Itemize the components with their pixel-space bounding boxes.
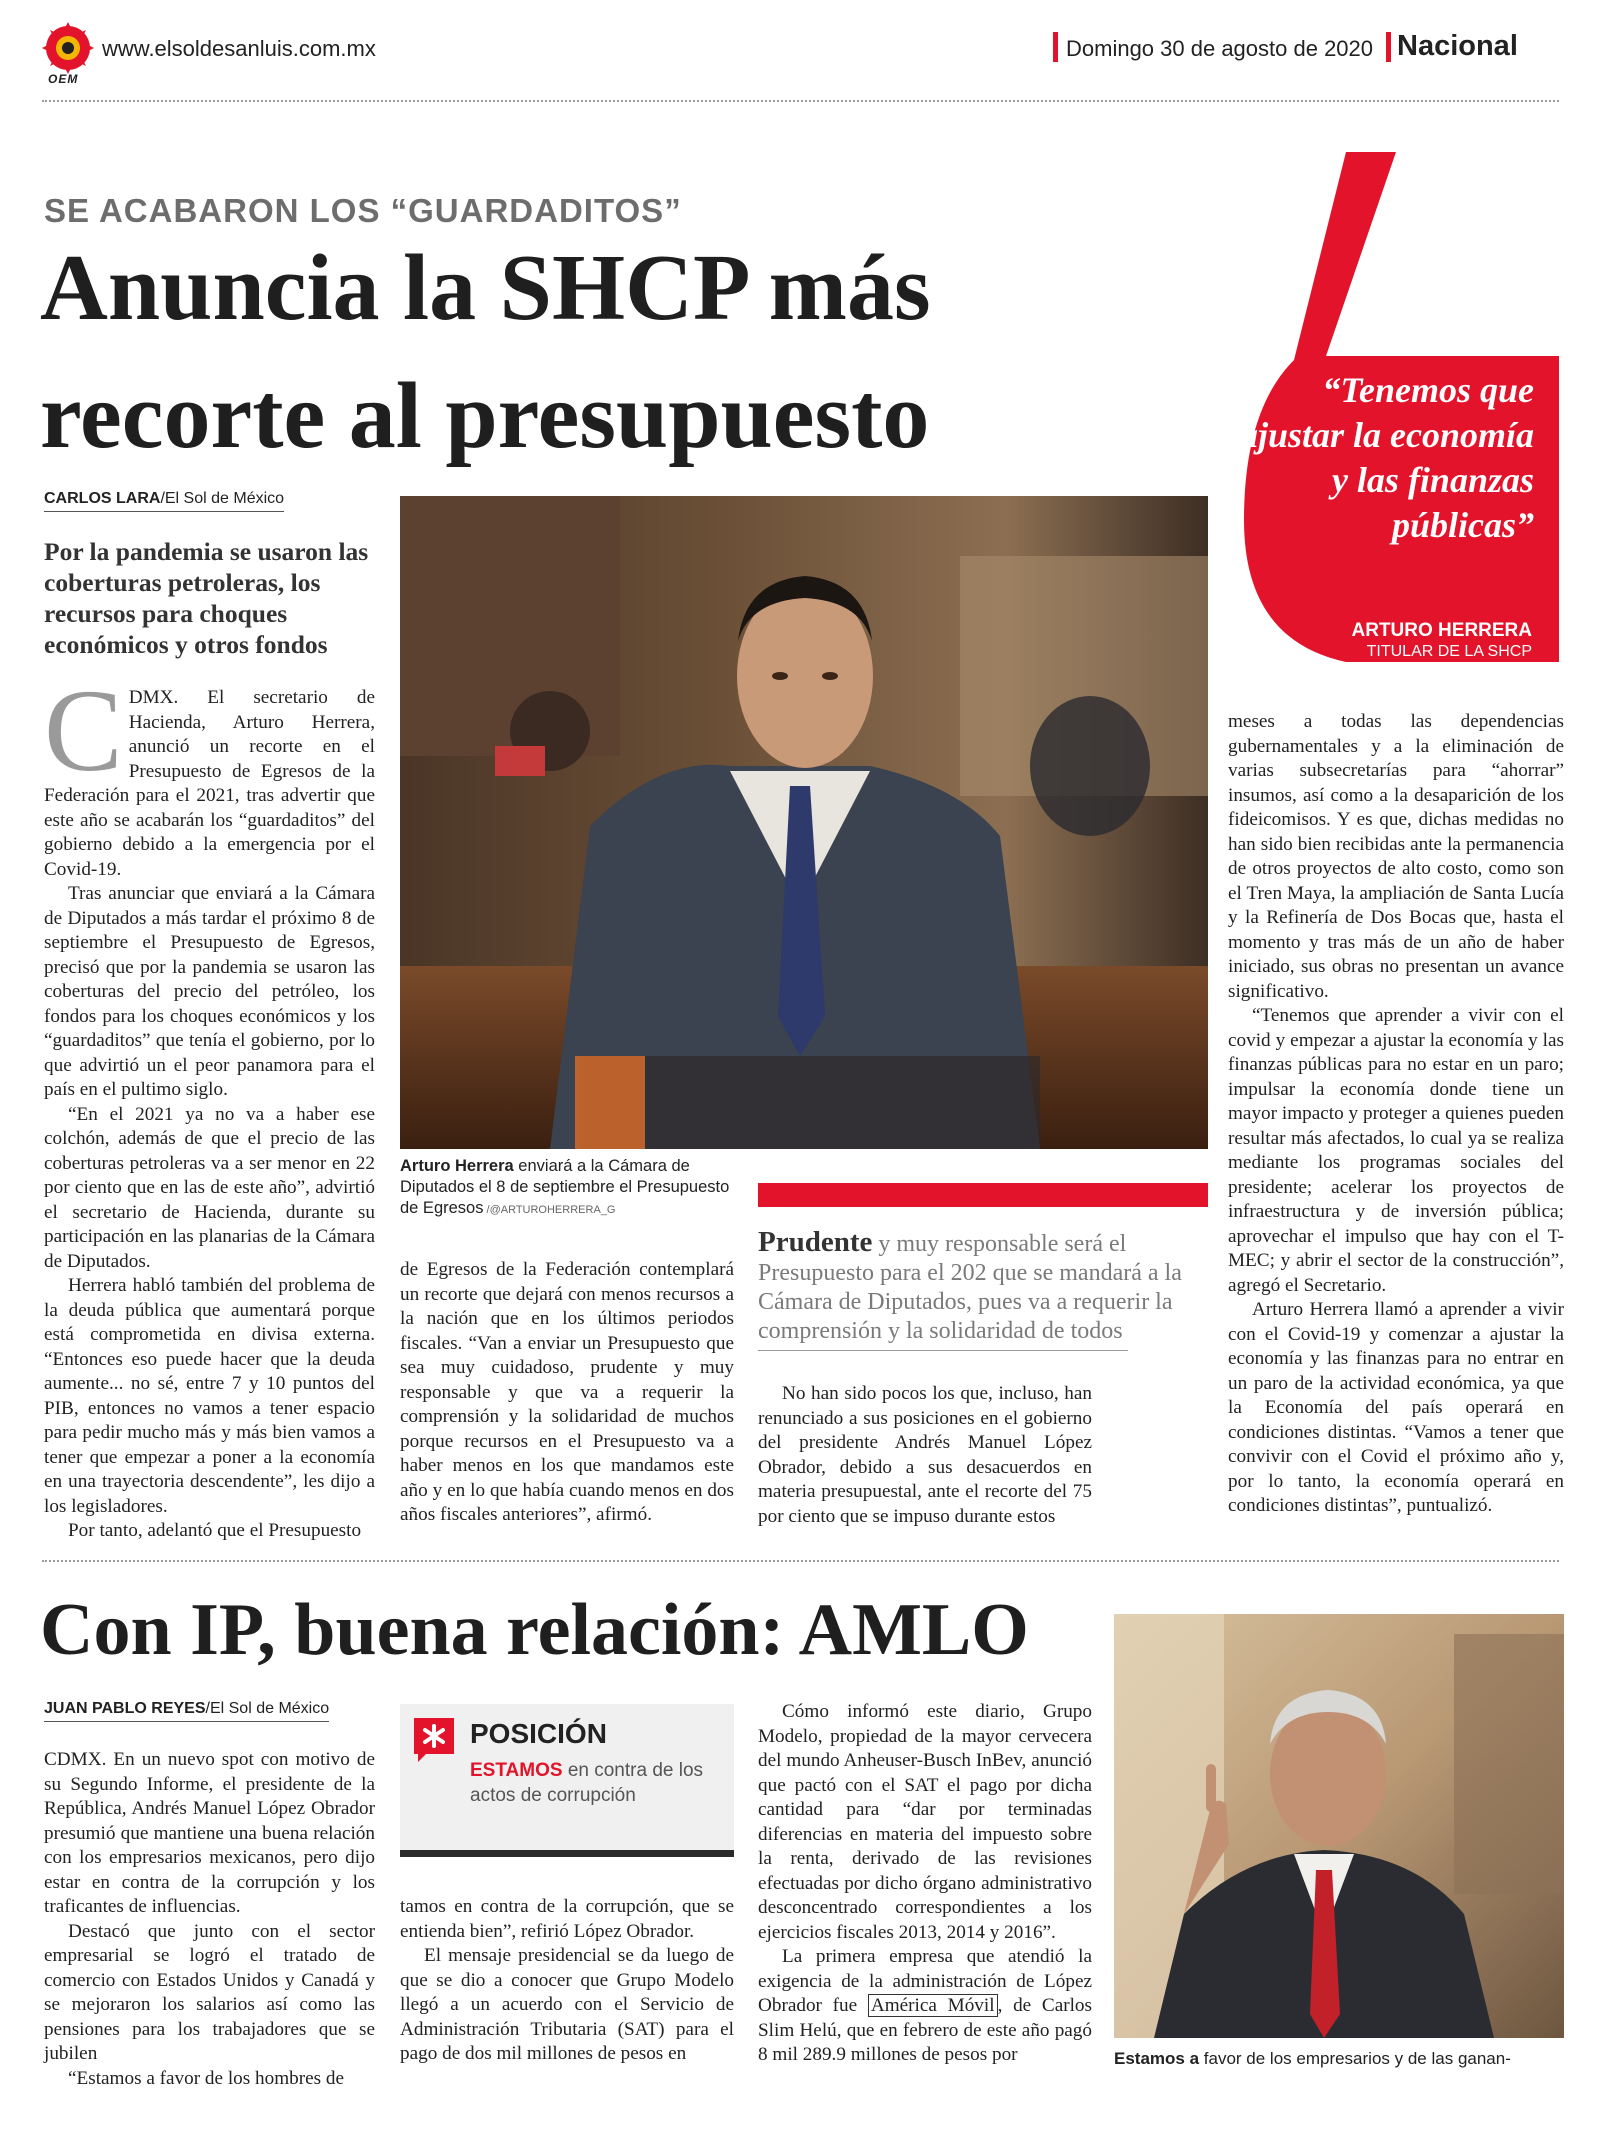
caption-lead: Estamos a [1114,2049,1200,2068]
story2-column-1 [44,1748,375,2091]
story2-column-2 [400,1895,734,2067]
pullquote-lead: Prudente [758,1226,873,1258]
story1-pullquote: Prudente y muy responsable será el Presupuesto para el 202 que se mandará a la Cámara de Diputados, pues va a requerir la comprensión y la solidaridad de todos [758,1226,1182,1344]
story1-paragraph: Arturo Herrera llamó a aprender a vivir con el Covid-19 y comenzar a ajustar la economía y las finanzas para no entrar en un paro de la actividad económica, ya que la Economía del país operará en condiciones distintas. “Vamos a tener que convivir con el Covid el próximo año y, por lo tanto, la economía operará en condiciones distintas”, puntualizó. [1228,1299,1564,1516]
story1-paragraph: Tras anunciar que enviará a la Cámara de Diputados a más tardar el próximo 8 de septiembre el Presupuesto de Egresos, precisó que por la pandemia se usaron las coberturas del precio del petróleo, los fondos para los choques económicos y los “guardaditos” que tenía el gobierno, por lo que advirtió un el peor panamora para el país en el pultimo siglo. [44,883,375,1100]
story2-photo-caption: Estamos a favor de los empresarios y de las ganan- [1114,2049,1511,2068]
story2-column-3 [758,1700,1092,2068]
story2-photo-amlo [1114,1614,1564,2038]
story1-headline-line1: Anuncia la SHCP más [40,236,931,340]
story1-kicker: SE ACABARON LOS “GUARDADITOS” [44,192,682,229]
story1-photo-caption: Arturo Herrera enviará a la Cámara de Diputados el 8 de septiembre el Presupuesto de Egresos /@ARTUROHERRERA_G [400,1157,730,1217]
issue-date: Domingo 30 de agosto de 2020 [1066,36,1374,61]
position-label: POSICIÓN [470,1718,607,1749]
header-rule [42,100,1559,102]
story1-column-3 [758,1382,1092,1529]
website-url[interactable]: www.elsoldesanluis.com.mx [102,36,376,61]
story2-headline: Con IP, buena relación: AMLO [40,1589,1029,1671]
story2-paragraph: El mensaje presidencial se da luego de que se dio a conocer que Grupo Modelo llegó a un acuerdo con el Servicio de Administración Tributaria (SAT) para el pago de dos mil millones de pesos en [400,1945,734,2064]
caption-subject: Arturo Herrera [400,1157,514,1175]
story1-paragraph: No han sido pocos los que, incluso, han renunciado a sus posiciones en el gobierno del presidente Andrés Manuel López Obrador, debido a sus desacuerdos en materia presupuestal, ante el recorte del 75 por ciento que se impuso durante estos [758,1383,1092,1527]
story2-paragraph: Cómo informó este diario, Grupo Modelo, propiedad de la mayor cervecera del mundo Anheuser-Busch InBev, anunció que pactó con el SAT el pago por dicha cantidad para “dar por terminadas diferencias en materia del impuesto sobre la renta, derivado de las revisiones efectuadas por dicho órgano administrativo desconcentrado correspondientes a los ejercicios fiscales 2013, 2014 y 2016”. [758,1701,1092,1943]
pullquote-underline [758,1350,1128,1351]
story1-photo-arturo-herrera [400,496,1208,1149]
story2-paragraph: “Estamos a favor de los hombres de [68,2067,345,2089]
pullquote-red-bar [758,1183,1208,1207]
photo-credit: /@ARTUROHERRERA_G [483,1204,616,1216]
highlighted-company[interactable]: América Móvil [868,1994,998,2017]
story1-paragraph: de Egresos de la Federación contemplará un recorte que dejará con menos recursos a la nación que en los últimos periodos fiscales. “Van a enviar un Presupuesto que sea muy cuidadoso, prudente y muy responsable y que va a requerir la comprensión y la solidaridad de muchos porque recursos en el Presupuesto va a haber menos en los que mandamos este año y en lo que había cuando menos en dos años fiscales anteriores”, afirmó. [400,1259,734,1525]
logo-text: OEM [48,72,79,86]
story1-source: /El Sol de México [160,490,285,507]
quote-text: “Tenemos que ajustar la economía y las finanzas públicas” [1239,370,1534,545]
header-divider-date [1053,32,1058,62]
story2-source: /El Sol de México [205,1700,330,1717]
story1-paragraph: meses a todas las dependencias gubernamentales y a la eliminación de varias subsecretarías para “ahorrar” insumos, así como a la desaparición de los fideicomisos. Y es que, dichas medidas no han sido bien recibidas ante la permanencia de otros proyectos de alto costo, como son el Tren Maya, la ampliación de Santa Lucía y la Refinería de Dos Bocas que, hasta el momento y tras más de un año de haber iniciado, sus obras no presentan un avance significativo. [1228,711,1564,1002]
drop-cap: C [44,665,123,796]
story2-paragraph: CDMX. En un nuevo spot con motivo de su Segundo Informe, el presidente de la República, Andrés Manuel López Obrador presumió que mantiene una buena relación con los empresarios mexicanos, pero dijo estar en contra de la corrupción y los traficantes de influencias. [44,1749,375,1917]
story-divider [42,1560,1559,1562]
story1-author: CARLOS LARA [44,490,161,507]
story1-subhead: Por la pandemia se usaron las coberturas petroleras, los recursos para choques económicos y otros fondos [44,537,369,659]
story2-paragraph: La primera empresa que atendió la exigencia de la administración de López Obrador fue América Móvil , de Carlos Slim Helú, que en febrero de este año pagó 8 mil 289.9 millones de pesos por [758,1946,1092,2065]
story2-author: JUAN PABLO REYES [44,1700,206,1717]
story1-column-1 [44,665,375,1544]
position-statement: ESTAMOS en contra de los actos de corrupción [470,1760,704,1806]
story1-headline-line2: recorte al presupuesto [40,364,930,468]
story1-column-4 [1228,710,1564,1519]
header-divider-section [1386,32,1391,62]
section-name[interactable]: Nacional [1397,30,1518,62]
position-box [400,1704,734,1857]
story2-byline [44,1700,329,1722]
story1-first-paragraph: CDMX. El secretario de Hacienda, Arturo Herrera, anunció un recorte en el Presupuesto de Egresos de la Federación para el 2021, tras advertir que este año se acabarán los “guardaditos” del gobierno debido a la emergencia por el Covid-19. [44,665,375,880]
story2-paragraph: tamos en contra de la corrupción, que se entienda bien”, refirió López Obrador. [400,1896,734,1942]
quote-title: TITULAR DE LA SHCP [1366,643,1532,660]
quote-name: ARTURO HERRERA [1351,620,1532,641]
story1-paragraph: Por tanto, adelantó que el Presupuesto [68,1520,362,1541]
story1-paragraph: “Tenemos que aprender a vivir con el covid y empezar a ajustar la economía y las finanzas públicas para no estar en un paro; impulsar la economía donde tiene un mayor impacto y proteger a quienes pueden resultar más afectados, lo cual ya se realiza mediante los programas sociales del presidente; acelerar los proyectos de infraestructura y de inversión pública; aprovechar el impulso que hay con el T-MEC; y abrir el sector de la construcción”, agregó el Secretario. [1228,1005,1564,1296]
story2-paragraph: Destacó que junto con el sector empresarial se logró el tratado de comercio con Estados Unidos y Canadá y se mejoraron los salarios así como las pensiones para los trabajadores que se jubilen [44,1920,375,2064]
story1-byline [44,490,284,512]
story1-paragraph: Herrera habló también del problema de la deuda pública que aumentará porque está comprometida en divisa externa. “Entonces eso puede hacer que la deuda aumente... no sé, entre 7 y 10 puntos del PIB, entonces no vamos a tener espacio para pedir mucho más y más bien vamos a tener que empezar a poner a la economía en una trayectoria descendente”, les dijo a los legisladores. [44,1275,375,1517]
story1-column-2 [400,1258,734,1528]
newspaper-logo [42,22,94,88]
story1-paragraph: “En el 2021 ya no va a haber ese colchón, además de que el precio de las coberturas petroleras va a ser menor en 22 por ciento que en las de este año”, advirtió el secretario de Hacienda, durante su participación en las planarias de la Cámara de Diputados. [44,1103,375,1272]
asterisk-icon [414,1718,454,1762]
